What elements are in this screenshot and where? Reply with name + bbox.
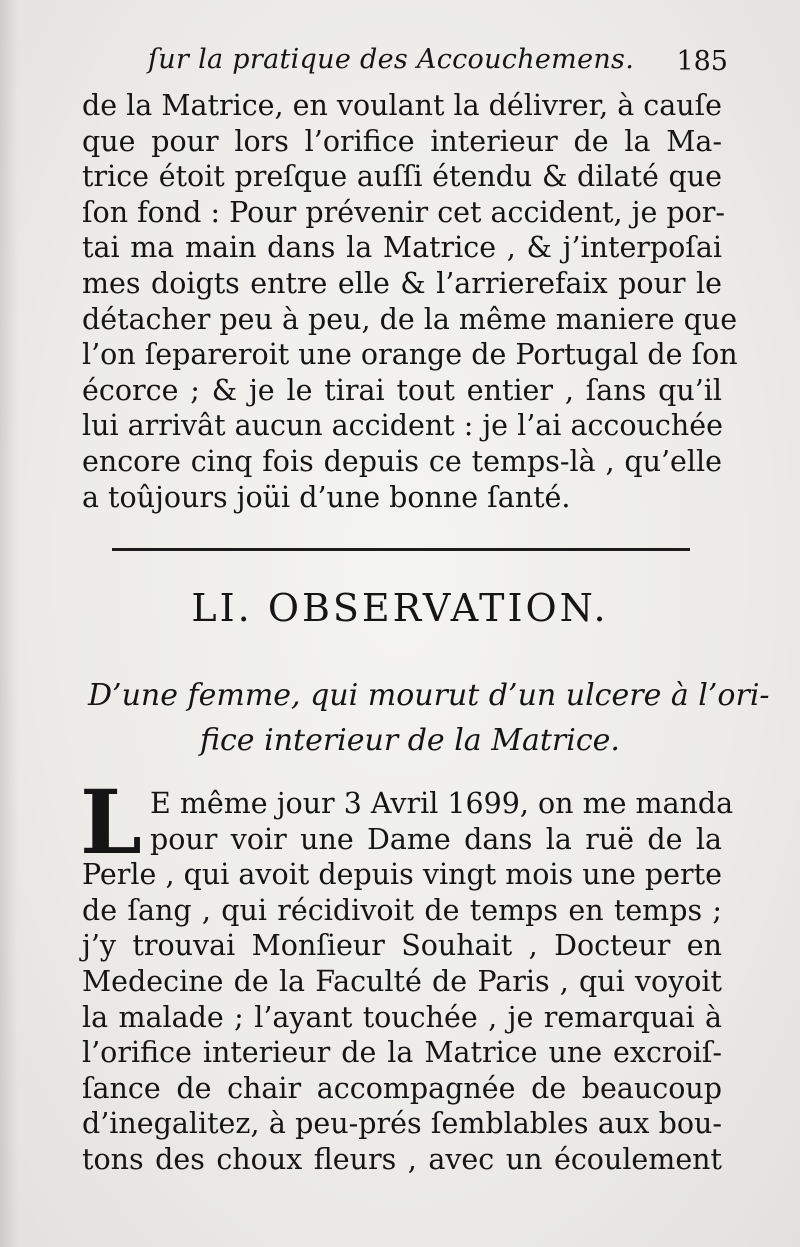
text-line: écorce ; & je le tirai tout entier , ſans qu’il: [82, 373, 722, 407]
text-line: lui arrivât aucun accident : je l’ai accouchée: [82, 409, 723, 443]
continued-paragraph: [82, 88, 738, 515]
text-line: encore cinq fois depuis ce temps-là , qu’elle: [82, 444, 722, 478]
text-line: tai ma main dans la Matrice , & j’interpoſai: [82, 231, 722, 265]
page-number: 185: [676, 46, 728, 77]
text-line: ſon fond : Pour prévenir cet accident, je por-: [82, 195, 726, 229]
text-line: de la Matrice, en voulant la délivrer, à cauſe: [82, 89, 722, 122]
text-line: tons des choux fleurs , avec un écoulement: [82, 1142, 722, 1176]
text-line: l’on ſepareroit une orange de Portugal de ſon: [82, 338, 738, 372]
section-divider: [112, 548, 690, 551]
text-line: de ſang , qui récidivoit de temps en temps ;: [82, 893, 722, 927]
text-line: détacher peu à peu, de la même maniere que: [82, 302, 738, 336]
text-line: j’y trouvai Monſieur Souhait , Docteur en: [82, 929, 722, 963]
text-line: trice étoit preſque auſſi étendu & dilaté que: [82, 160, 722, 194]
text-line: ſance de chair accompagnée de beaucoup: [82, 1071, 722, 1105]
drop-cap: L: [80, 770, 142, 874]
section-subtitle: [88, 673, 770, 763]
text-line: mes doigts entre elle & l’arrierefaix pour le: [82, 266, 722, 300]
subtitle-line: D’une femme, qui mourut d’un ulcere à l’ori-: [88, 678, 770, 713]
text-line: a toûjours joüi d’une bonne ſanté.: [82, 480, 571, 514]
text-line: Perle , qui avoit depuis vingt mois une perte: [82, 858, 722, 892]
running-head: [80, 40, 728, 88]
section-heading: LI. OBSERVATION.: [191, 586, 609, 630]
text-line: E même jour 3 Avril 1699, on me manda: [150, 787, 734, 820]
text-line: d’inegalitez, à peu-prés ſemblables aux bou-: [82, 1107, 722, 1141]
observation-paragraph: [82, 786, 734, 1178]
text-line: la malade ; l’ayant touchée , je remarquai à: [82, 1000, 722, 1034]
subtitle-line: fice interieur de la Matrice.: [200, 723, 620, 758]
text-line: pour voir une Dame dans la ruë de la: [150, 822, 722, 856]
text-line: que pour lors l’orifice interieur de la Ma-: [82, 124, 722, 158]
text-line: l’orifice interieur de la Matrice une excroiſ-: [82, 1036, 722, 1070]
running-title: ſur la pratique des Accouchemens.: [148, 44, 635, 75]
text-line: Medecine de la Faculté de Paris , qui voyoit: [82, 964, 722, 998]
